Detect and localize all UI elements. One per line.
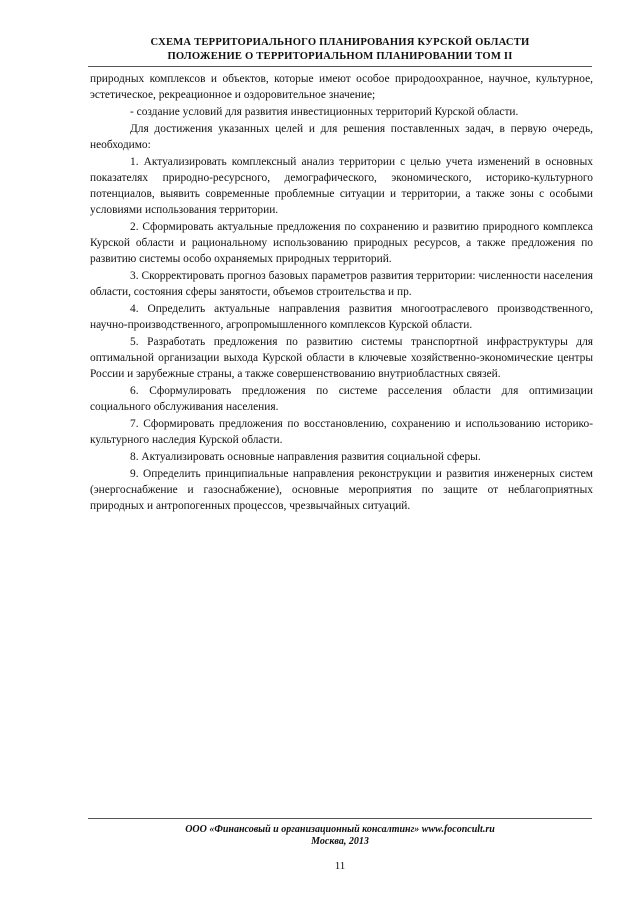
header-subtitle-line: ПОЛОЖЕНИЕ О ТЕРРИТОРИАЛЬНОМ ПЛАНИРОВАНИИ ТОМ II xyxy=(167,51,513,62)
running-header xyxy=(90,36,590,64)
header-title-line: СХЕМА ТЕРРИТОРИАЛЬНОГО ПЛАНИРОВАНИЯ КУРСКОЙ ОБЛАСТИ xyxy=(150,37,530,48)
document-body xyxy=(90,71,593,515)
paragraph-bullet: - создание условий для развития инвестиционных территорий Курской области. xyxy=(130,106,519,118)
page-number: 11 xyxy=(334,860,346,872)
list-item-4: 4. Определить актуальные направления развития многоотраслевого производственного, научно-производственного, агропромышленного комплексов Курской области. xyxy=(90,303,593,331)
list-item-3: 3. Скорректировать прогноз базовых параметров развития территории: численности населения области, состояния сферы занятости, объемов строительства и пр. xyxy=(90,270,593,298)
footer-divider xyxy=(88,818,592,819)
list-item-2: 2. Сформировать актуальные предложения по сохранению и развитию природного комплекса Курской области и рациональному использованию природных ресурсов, а также предложения по развитию системы особо охраняемых природных территорий. xyxy=(90,221,593,265)
header-divider xyxy=(88,66,592,67)
list-item-6: 6. Сформулировать предложения по системе расселения области для оптимизации социального обслуживания населения. xyxy=(90,385,593,413)
list-item-9: 9. Определить принципиальные направления реконструкции и развития инженерных систем (энергоснабжение и газоснабжение), основные мероприятия по защите от неблагоприятных природных и антропогенных процессов, чрезвычайных ситуаций. xyxy=(90,468,593,512)
list-item-5: 5. Разработать предложения по развитию системы транспортной инфраструктуры для оптимальной организации выхода Курской области в ключевые хозяйственно-экономические центры России и зарубежные страны, а также совершенствованию внутриобластных связей. xyxy=(90,336,593,380)
paragraph-intro: Для достижения указанных целей и для решения поставленных задач, в первую очередь, необходимо: xyxy=(90,123,593,151)
footer-company-line: ООО «Финансовый и организационный консалтинг» www.foconcult.ru xyxy=(185,824,495,835)
list-item-1: 1. Актуализировать комплексный анализ территории с целью учета изменений в основных показателях природно-ресурсного, демографического, экономического, историко-культурного потенциалов, выявить современные проблемные ситуации и территории, а также зоны с особыми условиями использования территории. xyxy=(90,156,593,216)
list-item-8: 8. Актуализировать основные направления развития социальной сферы. xyxy=(130,451,481,463)
list-item-7: 7. Сформировать предложения по восстановлению, сохранению и использованию историко-культурного наследия Курской области. xyxy=(90,418,593,446)
footer-city-year-line: Москва, 2013 xyxy=(311,836,369,847)
running-footer xyxy=(90,824,590,848)
paragraph-continuation: природных комплексов и объектов, которые имеют особое природоохранное, научное, культурное, эстетическое, рекреационное и оздоровительное значение; xyxy=(90,73,593,101)
